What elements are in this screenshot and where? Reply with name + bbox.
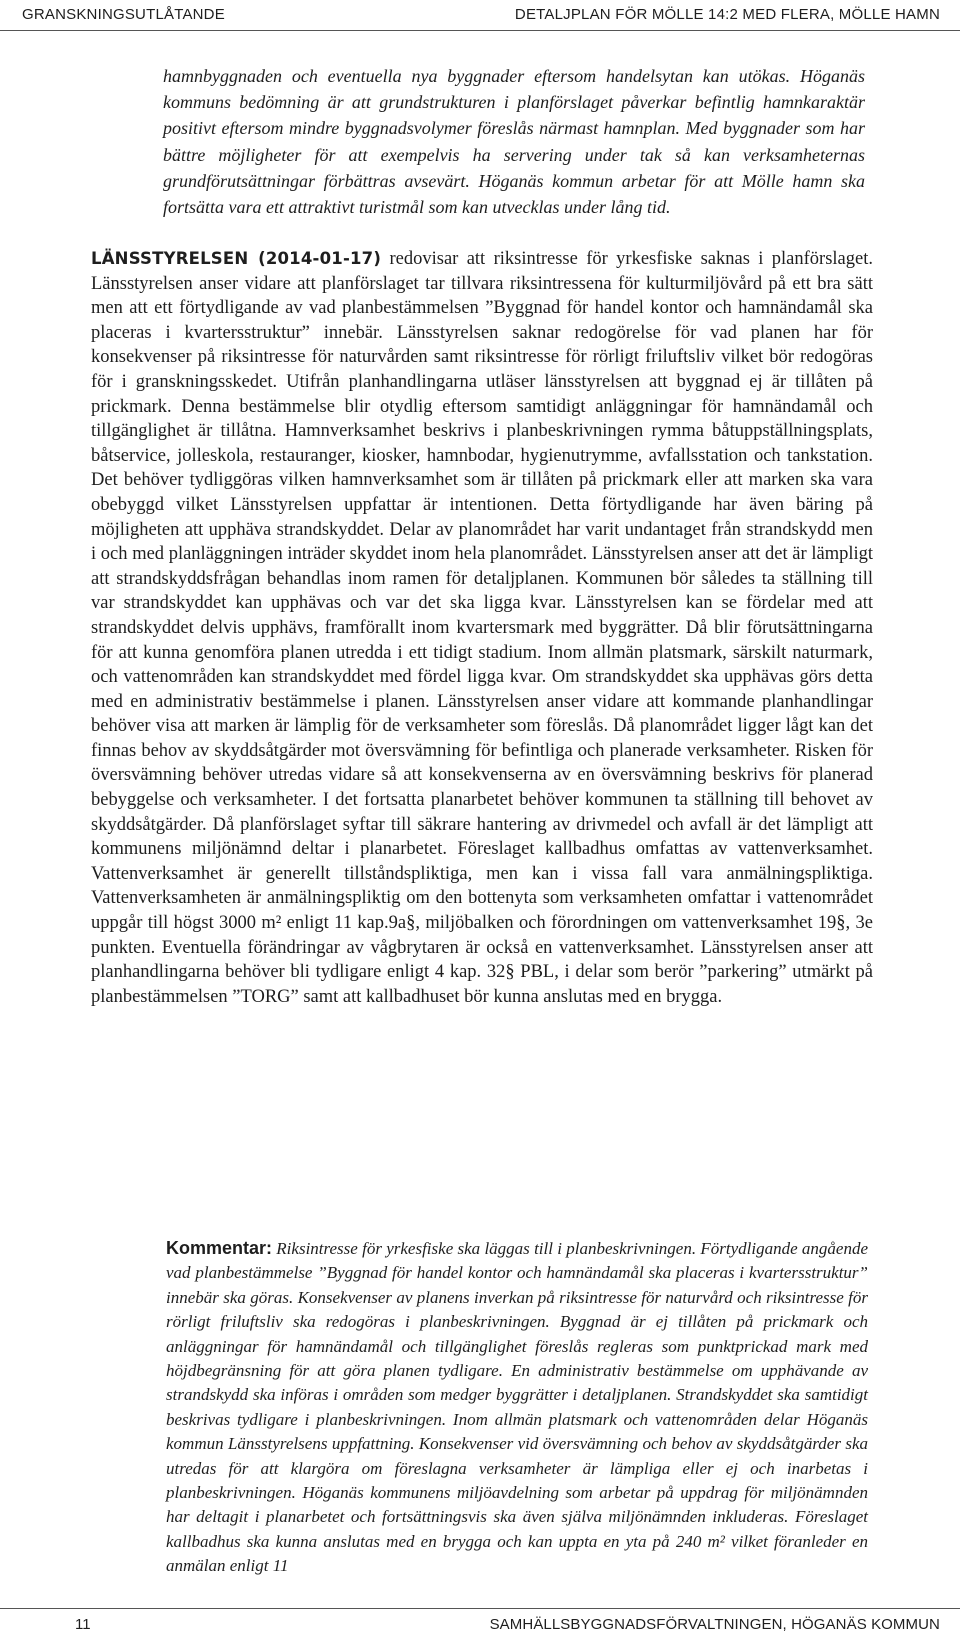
- header-document-type: GRANSKNINGSUTLÅTANDE: [22, 6, 225, 23]
- comment-label: Kommentar:: [166, 1238, 273, 1258]
- comment-paragraph: [166, 1236, 868, 1579]
- page-number: 11: [75, 1616, 91, 1633]
- statement-paragraph: [91, 247, 873, 1009]
- header-divider: [0, 30, 960, 31]
- intro-paragraph: hamnbyggnaden och eventuella nya byggnader eftersom handelsytan kan utökas. Höganäs kommuns bedömning är att grundstrukturen i planförslaget påverkar befintlig hamnkaraktär positivt eftersom mindre byggnadsvolymer föreslås närmast hamnplan. Med byggnader som har bättre möjligheter för att exempelvis ha servering under tak så kan verksamheternas grundförutsättningar förbättras avsevärt. Höganäs kommun arbetar för att Mölle hamn ska fortsätta vara ett attraktivt turistmål som kan utvecklas under lång tid.: [163, 66, 865, 218]
- statement-organization: LÄNSSTYRELSEN (2014-01-17): [91, 249, 382, 268]
- page-header: [0, 0, 960, 30]
- footer-divider: [0, 1608, 960, 1609]
- statement-text: redovisar att riksintresse för yrkesfiske saknas i planförslaget. Länsstyrelsen anser vidare att planförslaget tar tillvara riksintressena för kulturmiljövård på ett bra sätt men att ett förtydligande av vad planbestämmelsen ”Byggnad för handel kontor och hamnändamål ska placeras i kvartersstruktur” innebär. Länsstyrelsen saknar redogörelse för vad planen har för konsekvenser på riksintresse för naturvården samt riksintresse för rörligt friluftsliv vilket bör redogöras för i granskningsskedet. Utifrån planhandlingarna utläser länsstyrelsen att byggnad ej är tillåten på prickmark. Denna bestämmelse blir otydlig eftersom samtidigt anläggningar för hamnändamål och tillgänglighet är tillåtna. Hamnverksamhet beskrivs i planbeskrivningen rymma båtuppställningsplats, båtservice, jolleskola, restauranger, kiosker, hamnbodar, hygienutrymme, avfallsstation och tankstation. Det behöver tydliggöras vilken hamnverksamhet som är tillåten på prickmark eller att marken ska vara obebyggd vilket Länsstyrelsen uppfattar är intentionen. Detta förtydligande har även bäring på möjligheten att upphäva strandskyddet. Delar av planområdet har varit undantaget från strandskydd men i och med planläggningen inträder skyddet inom hela planområdet. Länsstyrelsen anser att det är lämpligt att strandskyddsfrågan behandlas inom ramen för detaljplanen. Kommunen bör således ta ställning till var strandskyddet kan upphävas och var det ska ligga kvar. Länsstyrelsen kan se fördelar med att strandskyddet delvis upphävs, framförallt inom kvartersmark med byggrätter. Då blir förutsättningarna för att kunna genomföra planen utredda i ett tidigt stadium. Inom allmän platsmark, särskilt naturmark, och vattenområden kan strandskyddet med fördel ligga kvar. Om strandskyddet ska upphävas görs detta med en administrativ bestämmelse i planen. Länsstyrelsen anser vidare att kommande planhandlingar behöver visa att marken är lämplig för de verksamheter som föreslås. Då planområdet ligger lågt kan det finnas behov av skyddsåtgärder mot översvämning för befintliga och planerade verksamheter. Risken för översvämning behöver utredas vidare så att konsekvenserna av en översvämning beskrivs för planerad bebyggelse och verksamheter. I det fortsatta planarbetet behöver kommunen ta ställning till behovet av skyddsåtgärder. Då planförslaget syftar till säkrare hantering av drivmedel och avfall är det lämpligt att kommunens miljönämnd deltar i planarbetet. Föreslaget kallbadhus omfattas av vattenverksamhet. Vattenverksamhet är generellt tillståndspliktiga, men kan i vissa fall vara anmälningspliktiga. Vattenverksamheten är anmälningspliktig om den bottenyta som verksamheten omfattar i vattenområdet uppgår till högst 3000 m² enligt 11 kap.9a§, miljöbalken och förordningen om vattenverksamhet 19§, 3e punkten. Eventuella förändringar av vågbrytaren är också en vattenverksamhet. Länsstyrelsen anser att planhandlingarna behöver bli tydligare enligt 4 kap. 32§ PBL, i delar som berör ”parkering” utmärkt på planbestämmelsen ”TORG” samt att kallbadhuset bör kunna anslutas med en brygga.: [91, 249, 873, 1007]
- header-plan-title: DETALJPLAN FÖR MÖLLE 14:2 MED FLERA, MÖLLE HAMN: [514, 6, 940, 23]
- comment-text: Riksintresse för yrkesfiske ska läggas till i planbeskrivningen. Förtydligande angående vad planbestämmelse ”Byggnad för handel kontor och hamnändamål ska placeras i kvartersstruktur” innebär ska göras. Konsekvenser av planens inverkan på riksintresse för naturvård och riksintresse för rörligt friluftsliv ska redogöras i planbeskrivningen. Byggnad är ej tillåten på prickmark och anläggningar för hamnändamål och tillgänglighet föreslås regleras som punktprickad mark med höjdbegränsning för att göra planen tydligare. En administrativ bestämmelse om upphävande av strandskydd ska införas i områden som medger byggrätter i detaljplanen. Strandskyddet ska samtidigt beskrivas tydligare i planbeskrivningen. Inom allmän platsmark och vattenområden delar Höganäs kommun Länsstyrelsens uppfattning. Konsekvenser vid översvämning och behov av skyddsåtgärder ska utredas för att klargöra om föreslagna verksamheter är lämpliga eller ej och inarbetas i planbeskrivningen. Höganäs kommunens miljöavdelning som arbetar på uppdrag för miljönämnden har deltagit i planarbetet och fortsättningsvis ska även själva miljönämnden inkluderas. Föreslaget kallbadhus ska kunna anslutas med en brygga och kan uppta en yta på 240 m² vilket föranleder en anmälan enligt 11: [166, 1239, 868, 1576]
- footer-department: SAMHÄLLSBYGGNADSFÖRVALTNINGEN, HÖGANÄS KOMMUN: [489, 1616, 940, 1633]
